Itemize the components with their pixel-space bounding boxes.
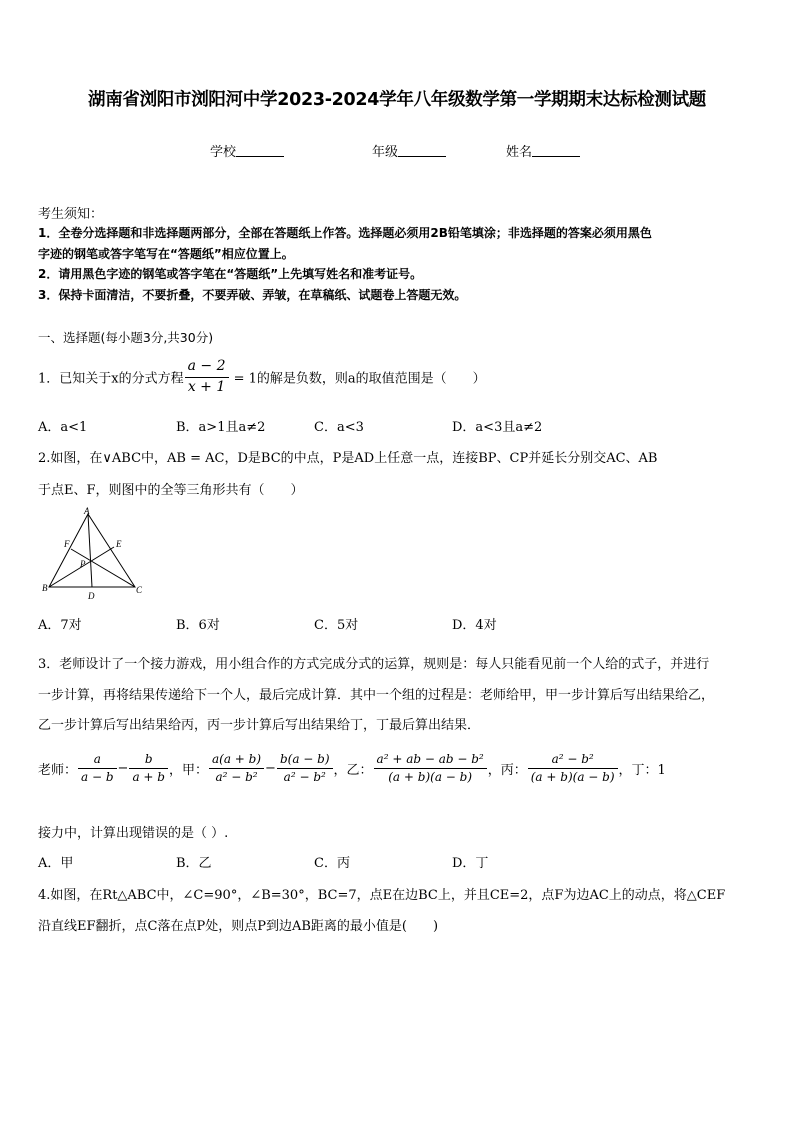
grade-blank: [398, 144, 446, 157]
q3-option-d[interactable]: D．丁: [452, 856, 489, 871]
name-field: [506, 141, 580, 160]
jia-frac-1-num: a(a + b): [209, 752, 264, 769]
teacher-frac-2-num: b: [129, 752, 168, 769]
jia-frac-2-num: b(a − b): [277, 752, 333, 769]
label-f: F: [64, 539, 70, 549]
jia-frac-2-den: a² − b²: [283, 770, 326, 784]
q2-option-d[interactable]: D．4对: [452, 618, 497, 633]
school-label: 学校: [210, 145, 237, 160]
q4-line-1: 4.如图，在Rt△ABC中，∠C=90°，∠B=30°，BC=7，点E在边BC上，并且CE=2，点F为边AC上的动点，将△CEF: [38, 888, 726, 903]
label-b: B: [42, 583, 48, 593]
q3-option-a[interactable]: A．甲: [38, 856, 74, 871]
jia-frac-1-den: a² − b²: [215, 770, 258, 784]
teacher-frac-1: [78, 752, 117, 785]
section-heading: 一、选择题(每小题3分,共30分): [38, 330, 214, 345]
q1-frac-den: x + 1: [187, 378, 226, 395]
q1-suffix: = 1的解是负数，则a的取值范围是（ ）: [229, 371, 486, 387]
name-blank: [532, 144, 580, 157]
question-1: [38, 358, 486, 396]
label-a: A: [84, 506, 90, 516]
q3-jia-label: ，甲：: [168, 763, 208, 778]
q2-option-a[interactable]: A．7对: [38, 618, 82, 633]
bing-frac-den: (a + b)(a − b): [530, 770, 615, 784]
jia-minus: −: [265, 761, 276, 776]
school-blank: [236, 144, 284, 157]
q1-option-b[interactable]: B．a>1且a≠2: [176, 420, 266, 435]
q2-option-c[interactable]: C．5对: [314, 618, 359, 633]
teacher-frac-2-den: a + b: [132, 770, 165, 784]
triangle-abc: [49, 514, 135, 587]
q2-line-2: 于点E、F，则图中的全等三角形共有（ ）: [38, 483, 304, 498]
teacher-minus: −: [117, 761, 129, 776]
notice-item-1: 1．全卷分选择题和非选择题两部分，全部在答题纸上作答。选择题必须用2B铅笔填涂；非选择题的答案必须用黑色: [38, 226, 652, 240]
page-title: 湖南省浏阳市浏阳河中学2023-2024学年八年级数学第一学期期末达标检测试题: [88, 90, 706, 110]
q2-line-1: 2.如图，在∨ABC中，AB = AC，D是BC的中点，P是AD上任意一点，连接BP、CP并延长分别交AC、AB: [38, 451, 658, 466]
q3-bing-label: ，丙：: [487, 763, 527, 778]
yi-frac: [374, 752, 487, 785]
q1-prefix: 1．已知关于x的分式方程: [38, 371, 184, 387]
school-field: [210, 141, 284, 160]
q3-question: 接力中，计算出现错误的是（ ）.: [38, 826, 229, 841]
q3-line-1: 3．老师设计了一个接力游戏，用小组合作的方式完成分式的运算，规则是：每人只能看见前一个人给的式子，并进行: [38, 657, 710, 672]
teacher-frac-2: [129, 752, 168, 785]
jia-frac-2: [277, 752, 333, 785]
yi-frac-den: (a + b)(a − b): [388, 770, 473, 784]
q1-fraction: [185, 358, 229, 396]
label-d: D: [88, 591, 95, 601]
notice-item-2: 2．请用黑色字迹的钢笔或答字笔在“答题纸”上先填写姓名和准考证号。: [38, 267, 423, 281]
triangle-figure: [36, 505, 146, 601]
q3-option-b[interactable]: B．乙: [176, 856, 212, 871]
label-c: C: [136, 585, 143, 595]
q1-option-a[interactable]: A．a<1: [38, 420, 88, 435]
q1-option-d[interactable]: D．a<3且a≠2: [452, 420, 543, 435]
q3-ding-label: ，丁：1: [618, 763, 666, 778]
teacher-frac-1-num: a: [78, 752, 117, 769]
notice-heading: 考生须知：: [38, 207, 104, 222]
teacher-frac-1-den: a − b: [81, 770, 114, 784]
yi-frac-num: a² + ab − ab − b²: [374, 752, 487, 769]
grade-label: 年级: [372, 145, 399, 160]
notice-item-1b: 字迹的钢笔或答字笔写在“答题纸”相应位置上。: [38, 247, 294, 261]
bing-frac: [528, 752, 618, 785]
name-label: 姓名: [506, 145, 533, 160]
segment-ad: [88, 514, 92, 587]
label-p: P: [80, 559, 86, 569]
jia-frac-1: [209, 752, 264, 785]
q3-line-3: 乙一步计算后写出结果给丙，丙一步计算后写出结果给丁，丁最后算出结果．: [38, 718, 481, 733]
q3-option-c[interactable]: C．丙: [314, 856, 350, 871]
label-e: E: [116, 539, 122, 549]
q3-expressions: [38, 752, 666, 785]
notice-item-3: 3．保持卡面清洁，不要折叠，不要弄破、弄皱，在草稿纸、试题卷上答题无效。: [38, 288, 467, 302]
q4-line-2: 沿直线EF翻折，点C落在点P处，则点P到边AB距离的最小值是( ): [38, 919, 439, 934]
q2-option-b[interactable]: B．6对: [176, 618, 220, 633]
q1-option-c[interactable]: C．a<3: [314, 420, 364, 435]
grade-field: [372, 141, 446, 160]
bing-frac-num: a² − b²: [528, 752, 618, 769]
q3-yi-label: ，乙：: [333, 763, 373, 778]
q1-frac-num: a − 2: [185, 358, 229, 378]
q3-teacher-label: 老师：: [38, 763, 78, 778]
q3-line-2: 一步计算，再将结果传递给下一个人，最后完成计算．其中一个组的过程是：老师给甲，甲一步计算后写出结果给乙，: [38, 688, 715, 703]
